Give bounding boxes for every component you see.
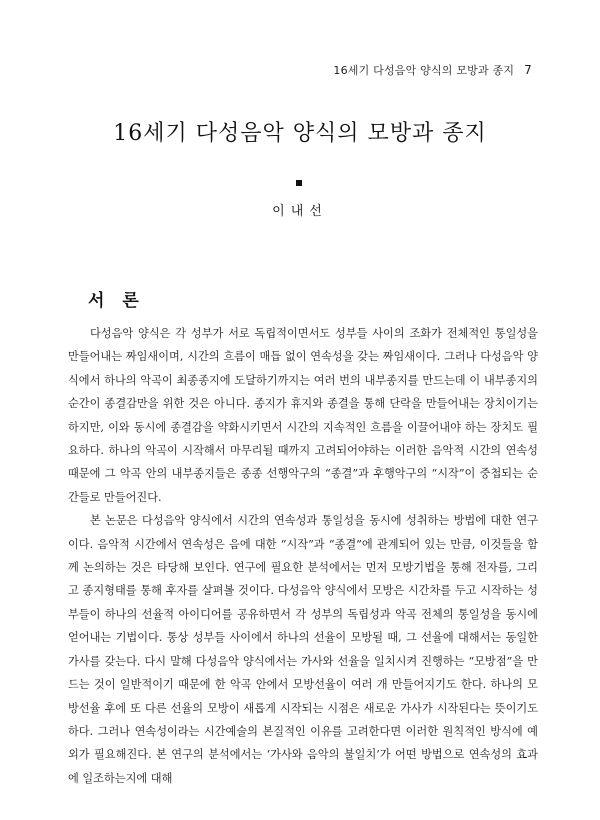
paragraph: 본 논문은 다성음악 양식에서 시간의 연속성과 통일성을 동시에 성취하는 방법에 대한 연구이다. 음악적 시간에서 연속성은 음에 대한 “시작”과 “종결”에 관계되어 있는 만큼, 이것들을 함께 논의하는 것은 타당해 보인다. 연구에 필요한 분석에서는 먼저 모방기법을 통해 전자를, 그리고 종지형태를 통해 후자를 살펴볼 것이다. 다성음악 양식에서 모방은 시간차를 두고 시작하는 성부들이 하나의 선율적 아이디어를 공유하면서 각 성부의 독립성과 악곡 전체의 통일성을 동시에 얻어내는 기법이다. 통상 성부들 사이에서 하나의 선율이 모방될 때, 그 선율에 대해서는 동일한 가사를 갖는다. 다시 말해 다성음악 양식에서는 가사와 선율을 일치시켜 진행하는 “모방점”을 만드는 것이 일반적이기 때문에 한 악곡 안에서 모방선율이 여러 개 만들어지기도 한다. 하나의 모방선율 후에 또 다른 선율의 모방이 새롭게 시작되는 시점은 새로운 가사가 시작된다는 뜻이기도 하다. 그러나 연속성이라는 시간예술의 본질적인 이유를 고려한다면 이러한 원칙적인 방식에 예외가 필요해진다. 본 연구의 분석에서는 ‘가사와 음악의 불일치’가 어떤 방법으로 연속성의 효과에 일조하는지에 대해 [68, 514, 538, 785]
body-text [68, 322, 538, 790]
page-number: 7 [524, 63, 532, 77]
article-title: 16세기 다성음악 양식의 모방과 종지 [113, 121, 487, 146]
running-head-title: 16세기 다성음악 양식의 모방과 종지 [333, 64, 515, 77]
author-name: 이내선 [272, 204, 328, 219]
title-separator-mark [296, 180, 302, 186]
paragraph: 다성음악 양식은 각 성부가 서로 독립적이면서도 성부들 사이의 조화가 전체적인 통일성을 만들어내는 짜임새이며, 시간의 흐름이 매듭 없이 연속성을 갖는 짜임새이다. 그러나 다성음악 양식에서 하나의 악곡이 최종종지에 도달하기까지는 여러 번의 내부종지를 만드는데 이 내부종지의 순간이 종결감만을 위한 것은 아니다. 종지가 휴지와 종결을 통해 단락을 만들어내는 장치이기는 하지만, 이와 동시에 종결감을 약화시키면서 시간의 지속적인 흐름을 이끌어내야 하는 장치도 필요하다. 하나의 악곡이 시작해서 마무리될 때까지 고려되어야하는 이러한 음악적 시간의 연속성 때문에 그 악곡 안의 내부종지들은 종종 선행악구의 “종결”과 후행악구의 “시작”이 중첩되는 순간들로 만들어진다. [68, 327, 538, 504]
section-heading: 서 론 [88, 291, 145, 311]
running-head [333, 62, 532, 78]
